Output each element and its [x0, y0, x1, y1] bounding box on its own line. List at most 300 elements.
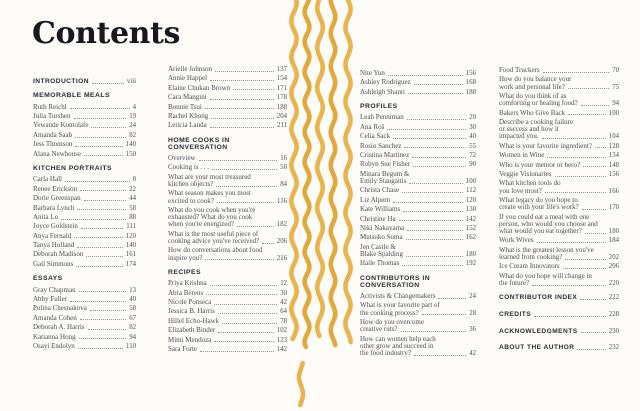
toc-entry: [33, 132, 136, 139]
toc-entry: [168, 113, 287, 120]
toc-entry: [499, 152, 619, 159]
toc-entry: [499, 67, 619, 74]
toc-section: [33, 92, 136, 158]
dot-leader: [216, 186, 277, 187]
dot-leader: [414, 84, 463, 85]
page-number: 168: [465, 79, 476, 87]
dot-leader: [582, 209, 606, 210]
page-number: 72: [469, 152, 476, 160]
toc-entry: [33, 334, 136, 341]
entry-text-line: What is your favorite part of: [360, 301, 440, 310]
toc-entry: [360, 89, 476, 96]
entry-text-line: What do you think of as: [499, 91, 567, 100]
toc-entry: [360, 244, 476, 258]
toc-entry: [360, 302, 476, 316]
toc-entry: [168, 66, 287, 73]
toc-entry: [499, 344, 619, 351]
toc-section: [168, 66, 287, 130]
page-number: 220: [608, 279, 619, 287]
entry-text-line: Describe a cooking failure: [499, 117, 574, 126]
entry-text: Anya Fernald: [33, 231, 72, 240]
page-number: 19: [129, 113, 136, 121]
dot-leader: [205, 259, 273, 260]
page-number: 171: [276, 84, 287, 92]
entry-text: Renee Erickson: [33, 184, 78, 193]
entry-text: cooking advice you've received?: [168, 237, 260, 246]
entry-text: inspire you?: [168, 253, 203, 262]
entry-text: Bakers Who Give Back: [499, 108, 566, 117]
entry-text: Ice Cream Innovators: [499, 262, 560, 271]
toc-entry: [360, 234, 476, 241]
toc-entry: [360, 336, 476, 358]
dot-leader: [581, 332, 606, 333]
dot-leader: [393, 138, 466, 139]
brushstroke-line: [299, 363, 303, 405]
entry-text: Christine Ha: [360, 214, 396, 223]
toc-entry: [168, 308, 287, 315]
entry-text: Ashley Rodriguez: [360, 78, 411, 87]
page-number: 156: [608, 170, 619, 178]
page-number: 24: [469, 293, 476, 301]
toc-section: [168, 137, 287, 262]
toc-entry: [33, 205, 136, 212]
entry-text: Work Wives: [499, 236, 534, 245]
dot-leader: [407, 230, 463, 231]
dot-leader: [537, 242, 606, 243]
dot-leader: [70, 108, 130, 109]
page-number: 154: [276, 75, 287, 83]
toc-entry: [499, 171, 619, 178]
dot-leader: [532, 285, 606, 286]
dot-leader: [408, 93, 463, 94]
toc-entry: [33, 305, 136, 312]
dot-leader: [237, 226, 274, 227]
entry-text: Bonnie Tsui: [168, 102, 202, 111]
entry-text-line: Minara Begum &: [360, 169, 410, 178]
toc-entry: [33, 315, 136, 322]
toc-entry: [168, 94, 287, 101]
dot-leader: [581, 105, 609, 106]
page-number: 67: [129, 314, 136, 322]
dot-leader: [91, 127, 126, 128]
dot-leader: [401, 331, 467, 332]
entry-text-line: person, who would you choose and: [499, 219, 598, 228]
page-number: 94: [129, 333, 136, 341]
page-number: 230: [608, 327, 619, 335]
toc-entry: [360, 216, 476, 223]
entry-text: Mutsuko Soma: [360, 233, 403, 242]
dot-leader: [70, 301, 126, 302]
toc-column-3: [360, 70, 476, 359]
entry-text: Barbara Lynch: [33, 203, 75, 212]
entry-text: Cara Mangini: [168, 93, 207, 102]
entry-text: Deborah Madison: [33, 250, 84, 259]
toc-entry: [360, 293, 476, 300]
page-number: 178: [276, 94, 287, 102]
section-header: RECIPES: [168, 268, 201, 276]
page-number: 16: [280, 155, 287, 163]
toc-column-4: [499, 67, 619, 361]
entry-text: you love most?: [499, 186, 542, 195]
entry-text: kitchen objects?: [168, 180, 214, 189]
toc-entry: [33, 122, 136, 129]
toc-entry: [33, 195, 136, 202]
dot-leader: [86, 256, 122, 257]
entry-text: Arielle Johnson: [168, 65, 213, 73]
toc-entry: [168, 104, 287, 111]
dot-leader: [84, 155, 123, 156]
page-number: 206: [276, 238, 287, 246]
toc-entry: [360, 171, 476, 185]
page-number: 40: [469, 133, 476, 141]
entry-text-line: exhausted? What do you cook: [168, 213, 253, 222]
toc-entry: [499, 76, 619, 90]
dot-leader: [413, 166, 466, 167]
page-number: 170: [608, 204, 619, 212]
entry-text: Robyn Sue Fisher: [360, 160, 411, 169]
entry-text: Anita Lo: [33, 212, 59, 221]
page-number: 140: [125, 141, 136, 149]
dot-leader: [80, 190, 126, 191]
page-number: 104: [608, 133, 619, 141]
entry-text: Leah Penniman: [360, 113, 404, 122]
toc-entry: [499, 143, 619, 150]
page-number: 222: [608, 294, 619, 302]
dot-leader: [555, 176, 606, 177]
entry-text-line: If you could eat a meal with one: [499, 212, 590, 221]
page-number: 90: [469, 161, 476, 169]
toc-entry: [33, 78, 136, 85]
entry-text: Gray Chapman: [33, 285, 76, 294]
entry-text: Mimi Mendoza: [168, 335, 212, 344]
page-number: 112: [466, 187, 476, 195]
dot-leader: [409, 183, 462, 184]
dot-leader: [414, 355, 466, 356]
entry-text-line: What is the most useful piece of: [168, 229, 259, 238]
entry-text: Elaine Chukan Brown: [168, 83, 231, 92]
entry-text: Leticia Landa: [168, 121, 207, 130]
entry-text: Polina Chesnakova: [33, 304, 87, 313]
dot-leader: [61, 219, 126, 220]
page-number: 120: [125, 232, 136, 240]
dot-leader: [211, 118, 274, 119]
dot-leader: [404, 147, 466, 148]
dot-leader: [76, 266, 123, 267]
entry-text-line: What season makes you most: [168, 189, 251, 198]
page-number: 58: [129, 305, 136, 313]
toc-entry: [360, 152, 476, 159]
entry-text: Blake Spalding: [360, 249, 403, 258]
dot-leader: [79, 291, 127, 292]
dot-leader: [565, 259, 605, 260]
dot-leader: [222, 323, 277, 324]
dot-leader: [422, 314, 466, 315]
dot-leader: [399, 220, 463, 221]
page-number: 28: [469, 309, 476, 317]
page-number: 42: [469, 350, 476, 358]
toc-entry: [360, 114, 476, 121]
toc-entry: [168, 231, 287, 245]
toc-entry: [168, 85, 287, 92]
page-number: 182: [276, 221, 287, 229]
toc-entry: [360, 225, 476, 232]
entry-text: Abra Berens: [168, 288, 204, 297]
toc-entry: [499, 197, 619, 211]
entry-text: Activists & Changemakers: [360, 292, 436, 301]
entry-text-line: What legacy do you hope to: [499, 195, 578, 204]
entry-text: Sara Forte: [168, 345, 197, 354]
dot-leader: [78, 348, 123, 349]
toc-entry: [360, 133, 476, 140]
page-number: 120: [465, 196, 476, 204]
toc-entry: [168, 247, 287, 261]
dot-leader: [199, 160, 278, 161]
entry-text: when you're energized?: [168, 220, 235, 229]
dot-leader: [233, 89, 274, 90]
page-number: 216: [276, 254, 287, 262]
dot-leader: [388, 75, 463, 76]
entry-text: Haile Thomas: [360, 259, 400, 268]
page-number: 162: [465, 234, 476, 242]
entry-text-line: Jen Castle &: [360, 242, 396, 251]
toc-entry: [360, 161, 476, 168]
entry-text: Joyce Goldstein: [33, 222, 78, 231]
toc-entry: [168, 327, 287, 334]
toc-entry: [33, 251, 136, 258]
brushstroke-line: [331, 0, 336, 345]
toc-entry: [168, 174, 287, 188]
page-number: 188: [465, 88, 476, 96]
page-number: 130: [465, 206, 476, 214]
entry-text: Niki Nakayama: [360, 223, 405, 232]
toc-entry: [33, 186, 136, 193]
page-number: 150: [125, 150, 136, 158]
entry-text: Abby Fuller: [33, 294, 68, 303]
page-number: 58: [129, 204, 136, 212]
dot-leader: [212, 169, 277, 170]
dot-leader: [406, 256, 463, 257]
dot-leader: [79, 338, 127, 339]
toc-entry: [33, 151, 136, 158]
page-number: 100: [608, 109, 619, 117]
page-number: 42: [280, 299, 287, 307]
brushstroke-line: [305, 0, 310, 347]
toc-column-1: [33, 78, 136, 352]
entry-text: Osayi Endolyn: [33, 341, 75, 350]
dot-leader: [214, 304, 277, 305]
toc-entry: [499, 214, 619, 236]
section-header: MEMORABLE MEALS: [33, 92, 110, 100]
page-number: 8: [132, 176, 136, 184]
dot-leader: [543, 72, 610, 73]
dot-leader: [583, 166, 606, 167]
page-number: 30: [469, 123, 476, 131]
entry-text: Nicole Ponseca: [168, 298, 212, 307]
dot-leader: [547, 157, 606, 158]
page-number: 202: [608, 253, 619, 261]
dot-leader: [563, 268, 606, 269]
entry-text: Who is your mentor or hero?: [499, 160, 581, 169]
page-number: viii: [126, 78, 136, 85]
page-number: 110: [126, 342, 136, 350]
toc-entry: [33, 233, 136, 240]
dot-leader: [262, 243, 274, 244]
page-number: 30: [280, 289, 287, 297]
page-number: 20: [469, 114, 476, 122]
entry-text: ACKNOWLEDGMENTS: [499, 327, 578, 335]
page-number: 116: [277, 197, 287, 205]
entry-text: Jessica B. Harris: [168, 307, 215, 316]
toc-entry: [499, 119, 619, 141]
entry-text: Hillel Echo-Hawk: [168, 316, 220, 325]
dot-leader: [580, 299, 606, 300]
toc-entry: [33, 242, 136, 249]
page-number: 82: [129, 324, 136, 332]
page-number: 4: [132, 103, 136, 111]
page-number: 88: [129, 213, 136, 221]
toc-section: [33, 78, 136, 85]
entry-text: Amanda Cohen: [33, 313, 77, 322]
toc-entry: [499, 294, 619, 301]
entry-text: ABOUT THE AUTHOR: [499, 344, 575, 352]
toc-entry: [33, 287, 136, 294]
dot-leader: [412, 157, 466, 158]
entry-text: Ana Roš: [360, 122, 385, 131]
page-number: 94: [612, 100, 619, 108]
toc-entry: [33, 141, 136, 148]
entry-text: Ashleigh Shanti: [360, 87, 405, 96]
page-number: 75: [612, 83, 619, 91]
entry-text-line: What do you hope will change in: [499, 271, 592, 280]
toc-column-2: [168, 66, 287, 355]
page-number: 70: [612, 67, 619, 74]
page-number: 142: [276, 346, 287, 354]
page-number: 55: [469, 142, 476, 150]
page-number: 192: [465, 260, 476, 268]
page-number: 180: [465, 250, 476, 258]
entry-text-line: What are your most treasured: [168, 172, 251, 181]
toc-entry: [168, 75, 287, 82]
toc-entry: [499, 247, 619, 261]
toc-entry: [33, 113, 136, 120]
page-number: 102: [276, 327, 287, 335]
toc-entry: [360, 206, 476, 213]
entry-text: the cooking process?: [360, 308, 419, 317]
page-number: 134: [608, 152, 619, 160]
entry-text: Amanda Saab: [33, 130, 73, 139]
page-number: 40: [129, 295, 136, 303]
entry-text-line: How do you overcome: [360, 318, 424, 327]
entry-text: Liz Alpern: [360, 195, 391, 204]
entry-text: comforting or healing food?: [499, 99, 578, 108]
toc-entry: [168, 337, 287, 344]
dot-leader: [84, 200, 127, 201]
entry-text: Tanya Holland: [33, 241, 75, 250]
entry-text: CREDITS: [499, 310, 532, 318]
entry-text: CONTRIBUTOR INDEX: [499, 294, 578, 302]
toc-entry: [33, 214, 136, 221]
dot-leader: [88, 329, 127, 330]
section-header: ESSAYS: [33, 275, 63, 283]
page-number: 137: [276, 66, 287, 73]
page-number: 152: [465, 224, 476, 232]
entry-text: Elizabeth Binder: [168, 326, 216, 335]
toc-entry: [499, 110, 619, 117]
entry-text: Veggie Visionaries: [499, 169, 552, 178]
entry-text-line: or success and how it: [499, 125, 559, 134]
entry-text: creative ruts?: [360, 325, 398, 334]
dot-leader: [92, 83, 124, 84]
dot-leader: [210, 80, 274, 81]
entry-text: Rachel Khong: [168, 111, 209, 120]
toc-entry: [499, 237, 619, 244]
page-number: 100: [465, 178, 476, 186]
entry-text: Priya Krishna: [168, 279, 207, 288]
entry-text: Alana Newhouse: [33, 149, 82, 158]
entry-text: what would you eat together?: [499, 226, 582, 235]
dot-leader: [218, 313, 277, 314]
page-number: 12: [280, 280, 287, 288]
toc-entry: [360, 70, 476, 77]
dot-leader: [90, 310, 126, 311]
dot-leader: [595, 147, 606, 148]
brushstroke-line: [317, 0, 323, 336]
page-number: 232: [608, 344, 619, 352]
entry-text: Emily Staugaitis: [360, 177, 407, 186]
page-number: 13: [129, 286, 136, 294]
entry-text: work and personal life?: [499, 82, 565, 91]
page-number: 211: [277, 122, 287, 130]
page-title: Contents: [32, 16, 181, 51]
dot-leader: [545, 192, 606, 193]
dot-leader: [77, 247, 122, 248]
entry-text: Cooking is . . .: [168, 163, 210, 172]
dot-leader: [217, 202, 274, 203]
dot-leader: [210, 285, 278, 286]
toc-entry: [168, 190, 287, 204]
toc-section: [499, 67, 619, 287]
dot-leader: [407, 119, 466, 120]
entry-text: Katianna Hong: [33, 332, 76, 341]
toc-entry: [33, 223, 136, 230]
entry-text: impacted you.: [499, 132, 539, 141]
entry-text: Women in Wine: [499, 151, 545, 160]
entry-text: Gail Simmons: [33, 259, 74, 268]
page-number: 22: [129, 185, 136, 193]
toc-entry: [33, 324, 136, 331]
entry-text: Celia Sack: [360, 132, 391, 141]
entry-text: Food Truckers: [499, 66, 540, 74]
page-number: 82: [129, 131, 136, 139]
toc-entry: [360, 124, 476, 131]
toc-entry: [33, 104, 136, 111]
dot-leader: [200, 351, 274, 352]
entry-text-line: What is the greatest lesson you've: [499, 245, 594, 254]
page-number: 111: [126, 223, 136, 231]
toc-entry: [499, 263, 619, 270]
page-number: 156: [465, 70, 476, 77]
dot-leader: [577, 349, 605, 350]
toc-entry: [499, 328, 619, 335]
dot-leader: [534, 316, 606, 317]
page-number: 188: [276, 103, 287, 111]
dot-leader: [585, 233, 606, 234]
dot-leader: [403, 211, 463, 212]
dot-leader: [75, 137, 126, 138]
toc-section: [360, 275, 476, 358]
brushstroke-line: [345, 0, 350, 342]
page-number: 24: [129, 122, 136, 130]
